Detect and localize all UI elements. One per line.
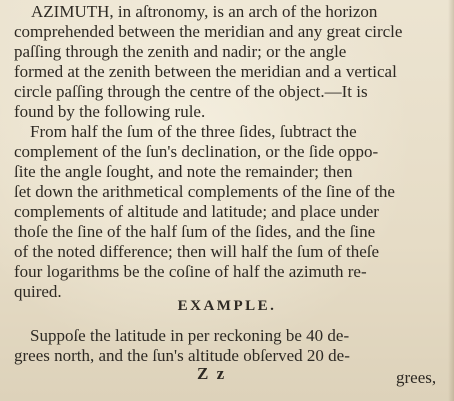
text-line: Suppoſe the latitude in per reckoning be 40 de- — [30, 326, 350, 345]
text-line: grees north, and the ſun's altitude obſerved 20 de- — [14, 346, 350, 365]
text-line: ſet down the arithmetical complements of the ſine of the — [14, 182, 395, 201]
example-heading: EXAMPLE. — [177, 298, 277, 314]
text-line: found by the following rule. — [14, 102, 206, 121]
page-edge-shadow — [448, 0, 454, 401]
text-line: of the noted difference; then will half the ſum of theſe — [14, 242, 380, 261]
text-line: AZIMUTH, in aſtronomy, is an arch of the horizon — [31, 2, 378, 21]
text-line: thoſe the ſine of the half ſum of the ſides, and the ſine — [14, 222, 376, 241]
text-line: circle paſſing through the centre of the object.—It is — [14, 82, 368, 101]
text-line: formed at the zenith between the meridian and a vertical — [14, 62, 397, 81]
catchword: grees, — [396, 368, 437, 387]
text-line: complements of altitude and latitude; and place under — [14, 202, 379, 221]
text-line: four logarithms be the coſine of half the azimuth re- — [14, 262, 367, 281]
text-line: ſite the angle ſought, and note the remainder; then — [14, 162, 353, 181]
text-line: quired. — [14, 282, 62, 301]
text-line: complement of the ſun's declination, or the ſide oppo- — [14, 142, 379, 161]
signature-mark: Z z — [197, 364, 227, 383]
text-line: paſſing through the zenith and nadir; or the angle — [14, 42, 347, 61]
text-line: From half the ſum of the three ſides, ſubtract the — [30, 122, 357, 141]
text-line: comprehended between the meridian and any great circle — [14, 22, 403, 41]
